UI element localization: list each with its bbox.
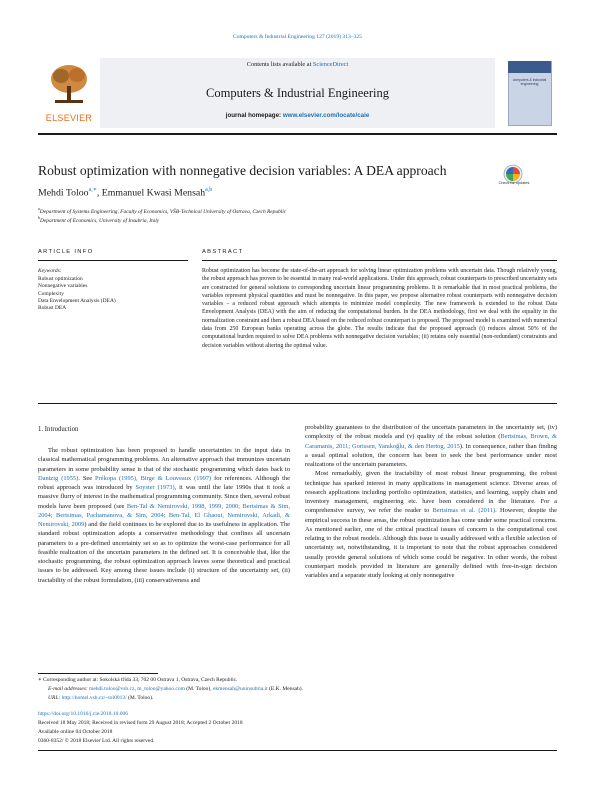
abstract-text: Robust optimization has become the state-of-the-art approach for solving linear optimization problems with uncertain data. Though relatively young, the robust approach has proven to be essential in many real-world applications. Under this approach, robust counterparts to prescribed uncertainty sets are constructed for general solutions to corresponding uncertain linear programming problems. It is remarkable that in most practical problems, the variables represent physical quantities and must be nonnegative. In this paper, we propose alternative robust counterparts with nonnegative decision variables – a reduced robust approach which attempts to minimize model complexity. The new framework is extended to the robust Data Envelopment Analysis (DEA) with the aim of reducing the computational burden. In the DEA methodology, first we deal with the equality in the normalization constraint and then a robust DEA based on the reduced robust counterpart is proposed. The proposed model is examined with numerical data from 250 European banks operating across the globe. The results indicate that the proposed approach (i) reduces almost 50% of the computational burden required to solve DEA problems with nonnegative decision variables; (ii) retains only essential (non-redundant) constraints and decision variables without altering the optimal value. xyxy=(202,268,557,349)
email-link[interactable]: mehdi.toloo@vsb.cz xyxy=(89,686,135,692)
corresponding-author-note: ∗ Corresponding author at: Sokolská třída 33, 702 00 Ostrava 1, Ostrava, Czech Republic. xyxy=(38,677,238,683)
article-info-rule xyxy=(38,260,188,261)
keyword: Robust DEA xyxy=(38,305,67,312)
footnote-text: (M. Toloo), xyxy=(184,686,213,692)
affiliation-a xyxy=(38,206,286,215)
paragraph-text: probability guarantees to the distribution of the uncertain parameters in the uncertainty set, (iv) complexity of the robust models and (v) quality of the robust solution ( xyxy=(305,424,557,441)
citation-link[interactable]: Soyster (1973) xyxy=(135,484,175,491)
contents-line xyxy=(100,61,495,68)
elsevier-tree-icon xyxy=(46,62,92,106)
article-title: Robust optimization with nonnegative decision variables: A DEA approach xyxy=(38,163,447,178)
affiliation-mark: b xyxy=(38,215,40,220)
homepage-label: journal homepage: xyxy=(225,112,283,119)
intro-paragraph xyxy=(305,469,557,580)
contents-prefix: Contents lists available at xyxy=(246,61,313,68)
journal-reference[interactable]: Computers & Industrial Engineering 127 (2019) 313–325 xyxy=(233,34,362,40)
paragraph-text: ). In consequence, rather than finding a usual optimal solution, the concern has been to seek the best performance under most realizations of the uncertain parameters. xyxy=(305,442,557,468)
abstract-heading: ABSTRACT xyxy=(202,249,244,255)
section-title-introduction: 1. Introduction xyxy=(38,426,79,433)
author-superscript[interactable]: a,b xyxy=(205,187,213,193)
intro-paragraph xyxy=(38,446,290,585)
email-link[interactable]: ekmensah@uninsubria.it xyxy=(212,686,268,692)
footnote-text: (E.K. Mensah). xyxy=(267,686,303,692)
intro-paragraph xyxy=(305,423,557,469)
author-separator: , xyxy=(96,187,102,199)
url-footnote xyxy=(48,695,153,701)
url-label: URL: xyxy=(48,695,62,701)
footnote-text: , xyxy=(134,686,138,692)
paragraph-text: . However, despite the empirical success in these areas, the robust optimization has come under some practical concerns. As mentioned earlier, one of the critical practical issues of concern is the computational cost relating to the robust models. Although this issue is usually addressed with a flexible selection of uncertainty set, notwithstanding, it is important to note that the robust approaches considered usually provide general solutions of which some could be negative. In other words, the robust counterpart models provided in literature are generally defined with free-in-sign decision variables and a separate study looking at only nonnegative xyxy=(305,507,557,579)
abstract-rule xyxy=(202,260,557,261)
affiliation-b xyxy=(38,215,159,224)
footnote-text: (M. Toloo). xyxy=(126,695,154,701)
paragraph-text: for references. Although the robust approach was introduced by xyxy=(38,474,290,491)
keyword: Nonnegative variables xyxy=(38,283,88,290)
doi-link[interactable]: https://doi.org/10.1016/j.cie.2018.10.006 xyxy=(38,711,129,717)
article-info-heading: ARTICLE INFO xyxy=(38,249,94,255)
publisher-wordmark: ELSEVIER xyxy=(45,113,93,123)
journal-title: Computers & Industrial Engineering xyxy=(206,86,389,100)
sciencedirect-link[interactable]: ScienceDirect xyxy=(312,61,349,68)
citation-link[interactable]: Prékopa (1995), Birge & Louveaux (1997) xyxy=(95,474,212,482)
email-footnote xyxy=(48,686,303,692)
body-column-left xyxy=(38,446,290,585)
email-link[interactable]: m_toloo@yahoo.com xyxy=(137,686,185,692)
citation-link[interactable]: Dantzig (1955) xyxy=(38,474,79,482)
paragraph-text: Most remarkably, given the tractability of most robust linear programming, the robust technique has sparked interest in many applications in management science. Diverse areas of research applications including portfolio optimization, statistics, and learning, supply chain and inventory management, engineering etc. have been considered in the literature. For a comprehensive survey, we refer the reader to xyxy=(305,470,557,515)
cover-band xyxy=(508,61,551,73)
body-column-right xyxy=(305,423,557,580)
email-label: E-mail addresses: xyxy=(48,686,90,692)
citation-link[interactable]: Ben-Tal & Nemirovski, 1998, 1999, 2000; Bertsimas & Sim, 2004; Bertsimas, Pachamanova, & Sim, 2004; Ben-Tal, El Ghaoui, Nemirovski, Arkadi, & Nemirovski, 2009 xyxy=(38,502,290,528)
abstract-bottom-rule xyxy=(38,403,557,404)
keywords-list xyxy=(38,276,116,312)
author-list xyxy=(38,186,212,198)
cover-title: computers & industrial engineering xyxy=(512,78,547,86)
keyword: Data Envelopment Analysis (DEA) xyxy=(38,297,116,304)
journal-homepage xyxy=(100,112,495,119)
author-superscript[interactable]: a,∗ xyxy=(88,187,97,193)
keywords-label: Keywords: xyxy=(38,268,62,274)
affiliation-text: Department of Economics, University of Insubria, Italy xyxy=(40,217,160,224)
paragraph-text: , it was until the late 1990s that it took a massive flurry of interest in the mathematical programming community. Since then, several robust models have been proposed (see xyxy=(38,484,291,510)
available-online: Available online 04 October 2018 xyxy=(38,729,113,735)
homepage-url-link[interactable]: http://homel.vsb.cz/~tol0013/ xyxy=(61,695,127,701)
paragraph-text: . See xyxy=(78,474,96,482)
copyright-line: 0360-8352/ © 2018 Elsevier Ltd. All rights reserved. xyxy=(38,738,155,744)
received-dates: Received 18 May 2018; Received in revised form 29 August 2018; Accepted 2 October 2018 xyxy=(38,720,243,726)
author-name: Emmanuel Kwasi Mensah xyxy=(101,187,206,199)
citation-link[interactable]: Bertsimas, Brown, & Caramanis, 2011; Gorissen, Yanıkoğlu, & den Hertog, 2015 xyxy=(305,433,557,450)
paragraph-text: ) and the field continues to be explored due to its usefulness in application. The standard robust optimization adopts a conservative methodology that confines all uncertain parameters to a pre-defined uncertainty set so as to optimize the worst-case performance for all feasible realization of the uncertain parameters in the defined set. It is conceivable that, like the stochastic programming, the robust optimization approach leaves some theoretical and practical issues to be addressed. Key among these issues include (i) structure of the uncertainty set, (ii) tractability of the robust formulation, (iii) conservativeness and xyxy=(38,521,290,584)
author-name: Mehdi Toloo xyxy=(38,187,89,199)
check-updates-label[interactable]: Check for updates xyxy=(498,181,530,185)
citation-link[interactable]: Bertsimas et al. (2011) xyxy=(432,507,496,515)
paragraph-text: The robust optimization has been proposed to handle uncertainties in the input data in classical mathematical programming problems. An alternative approach that immunizes uncertain parameters in some probability sense is that of the stochastic programming which dates back to xyxy=(38,447,290,473)
header-divider xyxy=(38,133,557,135)
keyword: Robust optimization xyxy=(38,276,83,282)
keyword: Complexity xyxy=(38,290,64,297)
affiliation-mark: a xyxy=(38,206,40,211)
bottom-rule xyxy=(38,750,557,751)
footnote-rule xyxy=(38,673,158,674)
affiliation-text: Department of Systems Engineering, Faculty of Economics, VŠB-Technical University of Ostrava, Czech Republic xyxy=(39,208,287,215)
homepage-link[interactable]: www.elsevier.com/locate/caie xyxy=(282,112,370,119)
